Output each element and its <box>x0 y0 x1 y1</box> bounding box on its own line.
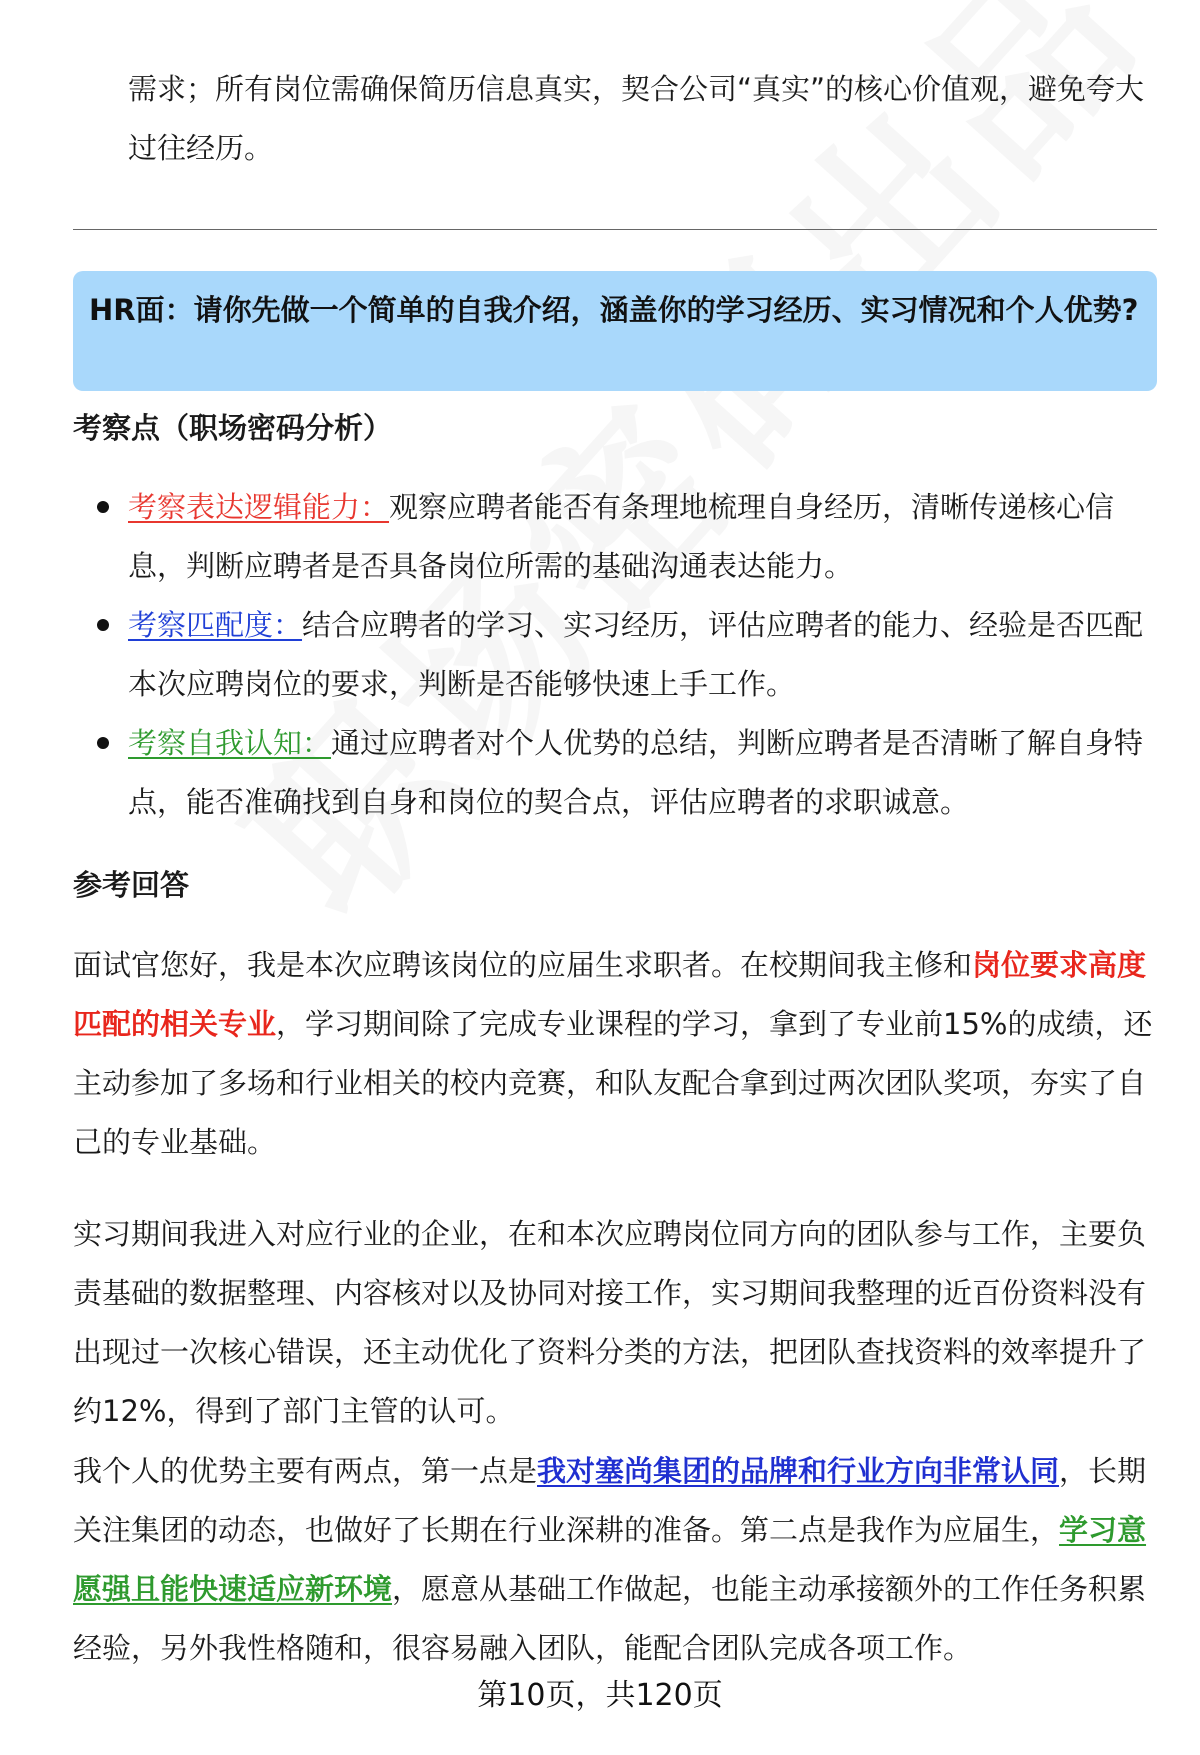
highlight-text: 岗位要求高度匹配的相关专业 <box>73 948 1147 1041</box>
list-item <box>73 478 1163 596</box>
question-text: HR面：请你先做一个简单的自我介绍，涵盖你的学习经历、实习情况和个人优势? <box>89 293 1139 327</box>
point-label: 考察自我认知： <box>128 726 332 760</box>
point-label: 考察匹配度： <box>128 608 303 642</box>
answer-paragraph-3 <box>73 1442 1157 1678</box>
highlight-text: 学习意愿强且能快速适应新环境 <box>73 1513 1147 1606</box>
answer-text: ，学习期间除了完成专业课程的学习，拿到了专业前15%的成绩，还主动参加了多场和行业相关的校内竞赛，和队友配合拿到过两次团队奖项，夯实了自己的专业基础。 <box>73 1007 1153 1159</box>
list-item <box>73 714 1163 832</box>
highlight-text: 我对塞尚集团的品牌和行业方向非常认同 <box>537 1454 1060 1488</box>
section-divider <box>73 229 1157 230</box>
answer-text: 我个人的优势主要有两点，第一点是 <box>73 1454 538 1488</box>
bullet-icon <box>97 737 109 749</box>
question-box <box>73 271 1157 391</box>
point-text: 结合应聘者的学习、实习经历，评估应聘者的能力、经验是否匹配本次应聘岗位的要求，判断是否能够快速上手工作。 <box>128 608 1144 701</box>
point-label: 考察表达逻辑能力： <box>128 490 390 524</box>
page-footer: 第10页，共120页 <box>477 1678 723 1713</box>
bullet-icon <box>97 501 109 513</box>
answer-heading: 参考回答 <box>73 868 190 902</box>
answer-text: ，长期关注集团的动态，也做好了长期在行业深耕的准备。第二点是我作为应届生， <box>73 1454 1147 1547</box>
point-text: 通过应聘者对个人优势的总结，判断应聘者是否清晰了解自身特点，能否准确找到自身和岗位的契合点，评估应聘者的求职诚意。 <box>128 726 1144 819</box>
list-item <box>73 596 1163 714</box>
assessment-points-list <box>73 478 1163 832</box>
bullet-icon <box>97 619 109 631</box>
points-heading: 考察点（职场密码分析） <box>73 411 393 445</box>
answer-paragraph-1 <box>73 936 1157 1172</box>
answer-text: 面试官您好，我是本次应聘该岗位的应届生求职者。在校期间我主修和 <box>73 948 973 982</box>
point-text: 观察应聘者能否有条理地梳理自身经历，清晰传递核心信息，判断应聘者是否具备岗位所需的基础沟通表达能力。 <box>128 490 1115 583</box>
top-paragraph: 需求；所有岗位需确保简历信息真实，契合公司“真实”的核心价值观，避免夸大过往经历。 <box>128 72 1145 165</box>
answer-text: ，愿意从基础工作做起，也能主动承接额外的工作任务积累经验，另外我性格随和，很容易融入团队，能配合团队完成各项工作。 <box>73 1572 1147 1665</box>
answer-paragraph-2: 实习期间我进入对应行业的企业，在和本次应聘岗位同方向的团队参与工作，主要负责基础的数据整理、内容核对以及协同对接工作，实习期间我整理的近百份资料没有出现过一次核心错误，还主动优化了资料分类的方法，把团队查找资料的效率提升了约12%，得到了部门主管的认可。 <box>73 1217 1147 1428</box>
